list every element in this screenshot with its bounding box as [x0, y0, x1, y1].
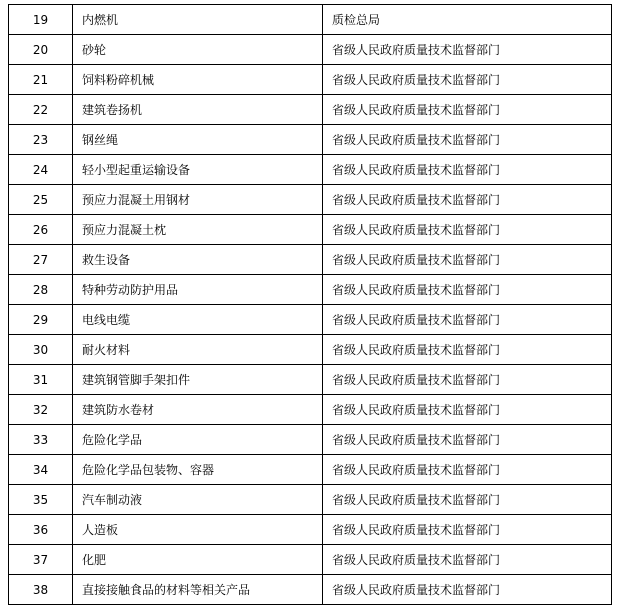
product-name: 人造板: [73, 515, 323, 545]
table-row: [9, 425, 612, 455]
issuing-authority: 省级人民政府质量技术监督部门: [323, 185, 612, 215]
row-number: 23: [9, 125, 73, 155]
table-row: [9, 575, 612, 605]
issuing-authority: 省级人民政府质量技术监督部门: [323, 515, 612, 545]
row-number: 20: [9, 35, 73, 65]
product-name: 救生设备: [73, 245, 323, 275]
product-name: 预应力混凝土枕: [73, 215, 323, 245]
table-row: [9, 245, 612, 275]
product-name: 饲料粉碎机械: [73, 65, 323, 95]
table-body: [9, 5, 612, 605]
table-row: [9, 5, 612, 35]
table-row: [9, 305, 612, 335]
issuing-authority: 省级人民政府质量技术监督部门: [323, 455, 612, 485]
row-number: 25: [9, 185, 73, 215]
product-name: 内燃机: [73, 5, 323, 35]
issuing-authority: 省级人民政府质量技术监督部门: [323, 395, 612, 425]
product-name: 砂轮: [73, 35, 323, 65]
row-number: 35: [9, 485, 73, 515]
issuing-authority: 省级人民政府质量技术监督部门: [323, 35, 612, 65]
issuing-authority: 省级人民政府质量技术监督部门: [323, 65, 612, 95]
row-number: 19: [9, 5, 73, 35]
table-row: [9, 155, 612, 185]
table-row: [9, 95, 612, 125]
table-row: [9, 395, 612, 425]
product-name: 建筑卷扬机: [73, 95, 323, 125]
issuing-authority: 省级人民政府质量技术监督部门: [323, 245, 612, 275]
row-number: 29: [9, 305, 73, 335]
row-number: 32: [9, 395, 73, 425]
row-number: 33: [9, 425, 73, 455]
table-row: [9, 125, 612, 155]
issuing-authority: 省级人民政府质量技术监督部门: [323, 485, 612, 515]
row-number: 37: [9, 545, 73, 575]
product-name: 耐火材料: [73, 335, 323, 365]
product-licence-table: [8, 4, 612, 605]
product-name: 危险化学品包装物、容器: [73, 455, 323, 485]
table-row: [9, 335, 612, 365]
table-row: [9, 455, 612, 485]
issuing-authority: 省级人民政府质量技术监督部门: [323, 95, 612, 125]
product-name: 建筑钢管脚手架扣件: [73, 365, 323, 395]
row-number: 31: [9, 365, 73, 395]
product-name: 钢丝绳: [73, 125, 323, 155]
issuing-authority: 省级人民政府质量技术监督部门: [323, 125, 612, 155]
product-name: 特种劳动防护用品: [73, 275, 323, 305]
issuing-authority: 省级人民政府质量技术监督部门: [323, 545, 612, 575]
product-name: 预应力混凝土用钢材: [73, 185, 323, 215]
product-name: 直接接触食品的材料等相关产品: [73, 575, 323, 605]
row-number: 38: [9, 575, 73, 605]
table-row: [9, 35, 612, 65]
product-name: 轻小型起重运输设备: [73, 155, 323, 185]
table-row: [9, 275, 612, 305]
issuing-authority: 省级人民政府质量技术监督部门: [323, 335, 612, 365]
product-name: 建筑防水卷材: [73, 395, 323, 425]
row-number: 36: [9, 515, 73, 545]
table-row: [9, 185, 612, 215]
issuing-authority: 省级人民政府质量技术监督部门: [323, 575, 612, 605]
row-number: 26: [9, 215, 73, 245]
table-row: [9, 515, 612, 545]
table-row: [9, 65, 612, 95]
table-row: [9, 365, 612, 395]
table-row: [9, 545, 612, 575]
issuing-authority: 省级人民政府质量技术监督部门: [323, 425, 612, 455]
table-row: [9, 215, 612, 245]
row-number: 27: [9, 245, 73, 275]
row-number: 22: [9, 95, 73, 125]
product-name: 危险化学品: [73, 425, 323, 455]
issuing-authority: 质检总局: [323, 5, 612, 35]
row-number: 24: [9, 155, 73, 185]
table-row: [9, 485, 612, 515]
product-name: 电线电缆: [73, 305, 323, 335]
issuing-authority: 省级人民政府质量技术监督部门: [323, 365, 612, 395]
product-name: 化肥: [73, 545, 323, 575]
issuing-authority: 省级人民政府质量技术监督部门: [323, 155, 612, 185]
product-name: 汽车制动液: [73, 485, 323, 515]
row-number: 30: [9, 335, 73, 365]
row-number: 34: [9, 455, 73, 485]
row-number: 21: [9, 65, 73, 95]
row-number: 28: [9, 275, 73, 305]
issuing-authority: 省级人民政府质量技术监督部门: [323, 305, 612, 335]
issuing-authority: 省级人民政府质量技术监督部门: [323, 215, 612, 245]
issuing-authority: 省级人民政府质量技术监督部门: [323, 275, 612, 305]
